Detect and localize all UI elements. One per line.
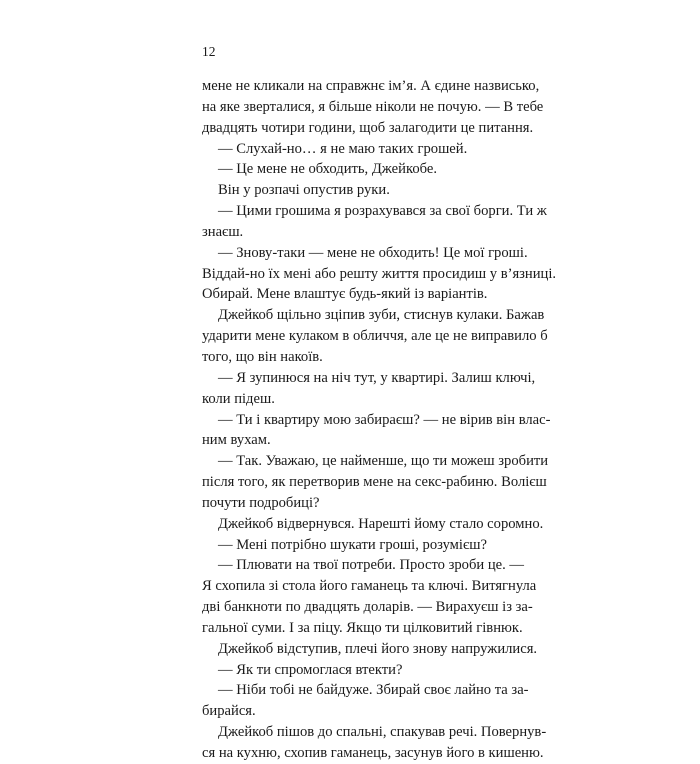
text-line: гальної суми. І за піцу. Якщо ти цілковитий гівнюк.: [202, 619, 523, 636]
text-line: дві банкноти по двадцять доларів. — Вирахуєш із за-: [202, 599, 533, 616]
text-line: Джейкоб відвернувся. Нарешті йому стало соромно.: [218, 515, 544, 532]
text-line: мене не кликали на справжнє ім’я. А єдине назвисько,: [202, 78, 540, 94]
text-line: — Так. Уважаю, це найменше, що ти можеш зробити: [218, 453, 549, 470]
body-text: [202, 76, 557, 764]
text-line: двадцять чотири години, щоб залагодити це питання.: [202, 119, 534, 136]
text-line: Джейкоб щільно зціпив зуби, стиснув кулаки. Бажав: [218, 307, 545, 324]
text-line: — Знову-таки — мене не обходить! Це мої гроші.: [218, 244, 528, 261]
text-line: — Як ти спромоглася втекти?: [218, 661, 403, 678]
text-line: — Плювати на твої потреби. Просто зроби це. —: [218, 557, 525, 574]
text-line: знаєш.: [202, 223, 244, 240]
text-line: бирайся.: [202, 703, 256, 720]
text-line: Джейкоб відступив, плечі його знову напружилися.: [218, 640, 538, 657]
text-line: Віддай-но їх мені або решту життя просидиш у в’язниці.: [202, 265, 557, 282]
text-line: почути подробиці?: [202, 494, 320, 511]
text-line: коли підеш.: [202, 390, 275, 407]
text-line: Обирай. Мене влаштує будь-який із варіантів.: [202, 286, 488, 303]
text-line: ся на кухню, схопив гаманець, засунув його в кишеню.: [202, 745, 544, 761]
text-line: Джейкоб пішов до спальні, спакував речі. Повернув-: [218, 724, 547, 741]
page-number: 12: [202, 44, 216, 59]
text-line: ним вухам.: [202, 432, 271, 449]
text-line: ударити мене кулаком в обличчя, але це не виправило б: [202, 328, 548, 345]
text-line: того, що він накоїв.: [202, 348, 323, 365]
text-line: — Мені потрібно шукати гроші, розумієш?: [218, 536, 487, 553]
text-line: на яке зверталися, я більше ніколи не почую. — В тебе: [202, 98, 544, 115]
text-line: Він у розпачі опустив руки.: [218, 182, 390, 199]
text-line: Я схопила зі стола його гаманець та ключі. Витягнула: [202, 578, 537, 595]
text-line: — Ти і квартиру мою забираєш? — не вірив він влас-: [218, 411, 551, 428]
text-line: після того, як перетворив мене на секс-рабиню. Волієш: [202, 474, 547, 491]
text-line: — Слухай-но… я не маю таких грошей.: [218, 140, 468, 157]
text-line: — Цими грошима я розрахувався за свої борги. Ти ж: [218, 203, 547, 220]
text-line: — Ніби тобі не байдуже. Збирай своє лайно та за-: [218, 682, 529, 699]
text-line: — Я зупинюся на ніч тут, у квартирі. Залиш ключі,: [218, 369, 536, 386]
text-line: — Це мене не обходить, Джейкобе.: [218, 161, 437, 178]
